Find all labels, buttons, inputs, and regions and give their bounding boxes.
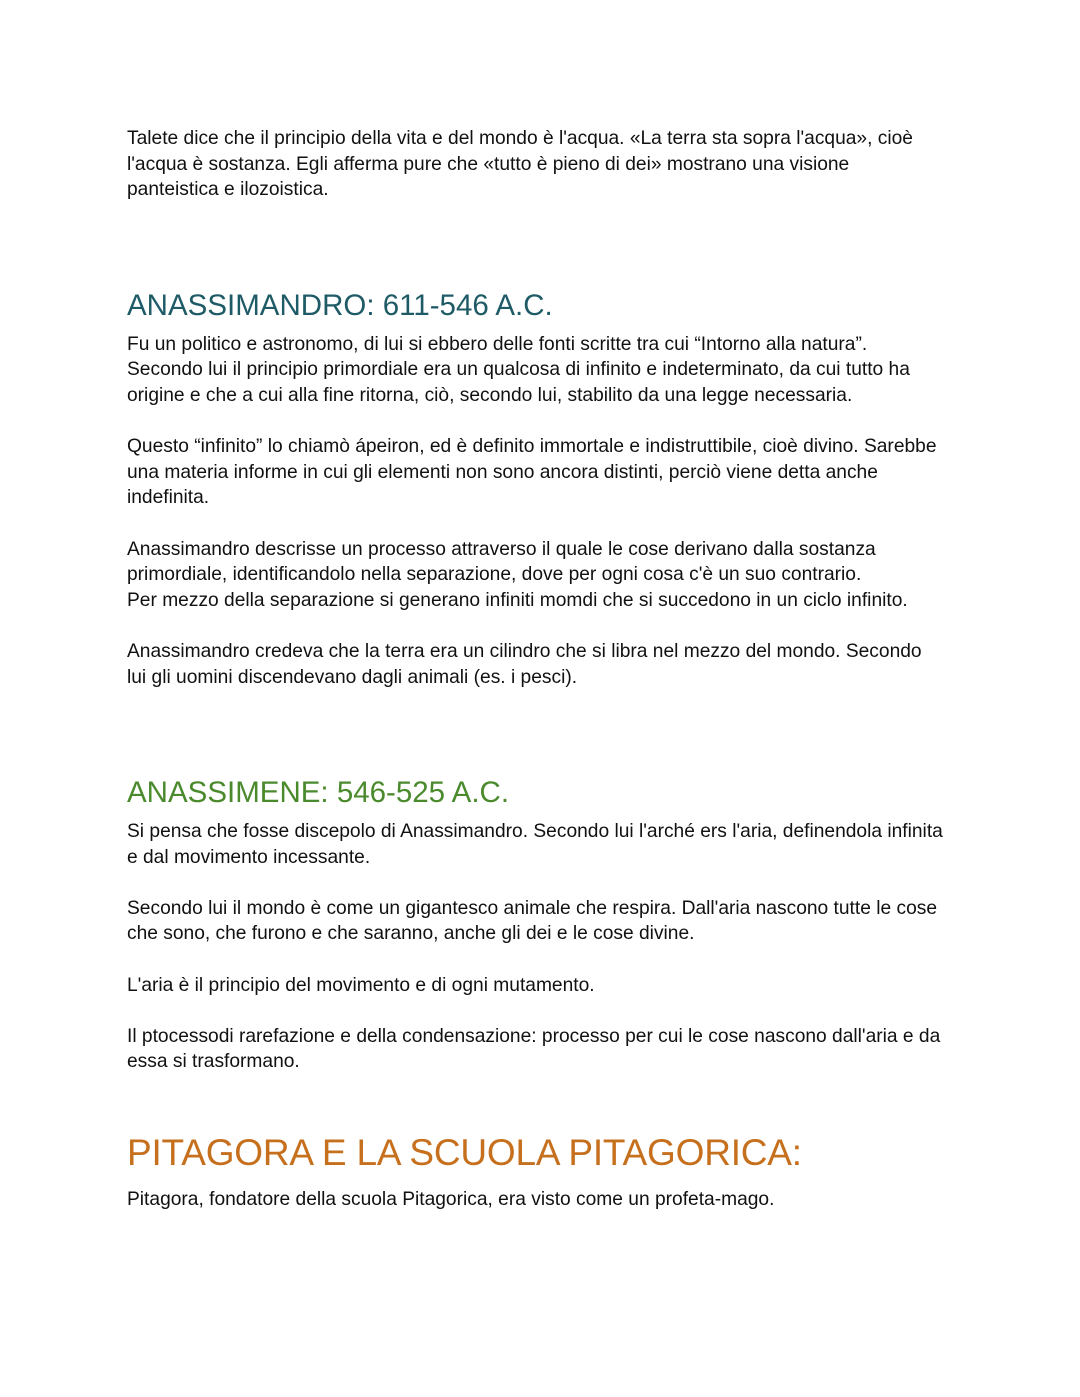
anassimene-paragraph-2 [127, 896, 962, 947]
text-line: Anassimandro descrisse un processo attraverso il quale le cose derivano dalla sostanza [127, 538, 876, 560]
pitagora-heading: PITAGORA E LA SCUOLA PITAGORICA: [127, 1132, 802, 1174]
anassimene-heading: ANASSIMENE: 546-525 A.C. [127, 776, 510, 810]
text-line: origine e che a cui alla fine ritorna, ciò, secondo lui, stabilito da una legge necessaria. [127, 384, 853, 406]
text-line: Fu un politico e astronomo, di lui si ebbero delle fonti scritte tra cui “Intorno alla natura”. [127, 333, 868, 355]
anassimene-paragraph-1 [127, 819, 962, 870]
text-line: lui gli uomini discendevano dagli animali (es. i pesci). [127, 666, 578, 688]
anassimandro-paragraph-1 [127, 332, 962, 409]
text-line: Talete dice che il principio della vita e del mondo è l'acqua. «La terra sta sopra l'acqua», cioè [127, 128, 913, 149]
anassimandro-heading: ANASSIMANDRO: 611-546 A.C. [127, 288, 553, 322]
text-line: L'aria è il principio del movimento e di ogni mutamento. [127, 974, 595, 996]
text-line: essa si trasformano. [127, 1051, 300, 1073]
text-line: Secondo lui il mondo è come un gigantesco animale che respira. Dall'aria nascono tutte le cose [127, 897, 938, 919]
anassimene-paragraph-4 [127, 1024, 962, 1075]
text-line: Per mezzo della separazione si generano infiniti momdi che si succedono in un ciclo infinito. [127, 589, 908, 611]
text-line: Secondo lui il principio primordiale era un qualcosa di infinito e indeterminato, da cui tutto ha [127, 359, 910, 381]
text-line: una materia informe in cui gli elementi non sono ancora distinti, perciò viene detta anche [127, 461, 878, 483]
text-line: Anassimandro credeva che la terra era un cilindro che si libra nel mezzo del mondo. Secondo [127, 640, 922, 662]
text-line: Questo “infinito” lo chiamò ápeiron, ed è definito immortale e indistruttibile, cioè divino. Sarebbe [127, 436, 937, 458]
text-line: Si pensa che fosse discepolo di Anassimandro. Secondo lui l'arché ers l'aria, definendola infinita [127, 821, 943, 843]
pitagora-paragraph-1 [127, 1187, 962, 1213]
text-line: indefinita. [127, 487, 210, 509]
text-line: Pitagora, fondatore della scuola Pitagorica, era visto come un profeta-mago. [127, 1189, 775, 1211]
intro-paragraph [127, 126, 962, 203]
text-line: panteistica e ilozoistica. [127, 179, 329, 201]
anassimandro-paragraph-3 [127, 537, 962, 614]
text-line: che sono, che furono e che saranno, anche gli dei e le cose divine. [127, 923, 695, 945]
text-line: l'acqua è sostanza. Egli afferma pure che «tutto è pieno di dei» mostrano una visione [127, 153, 850, 175]
anassimandro-paragraph-2 [127, 434, 962, 511]
anassimene-paragraph-3 [127, 973, 962, 999]
anassimandro-paragraph-4 [127, 639, 962, 690]
document-page [127, 126, 962, 1213]
text-line: Il ptocessodi rarefazione e della condensazione: processo per cui le cose nascono dall'aria e da [127, 1025, 941, 1047]
text-line: primordiale, identificandolo nella separazione, dove per ogni cosa c'è un suo contrario. [127, 564, 862, 586]
text-line: e dal movimento incessante. [127, 846, 371, 868]
